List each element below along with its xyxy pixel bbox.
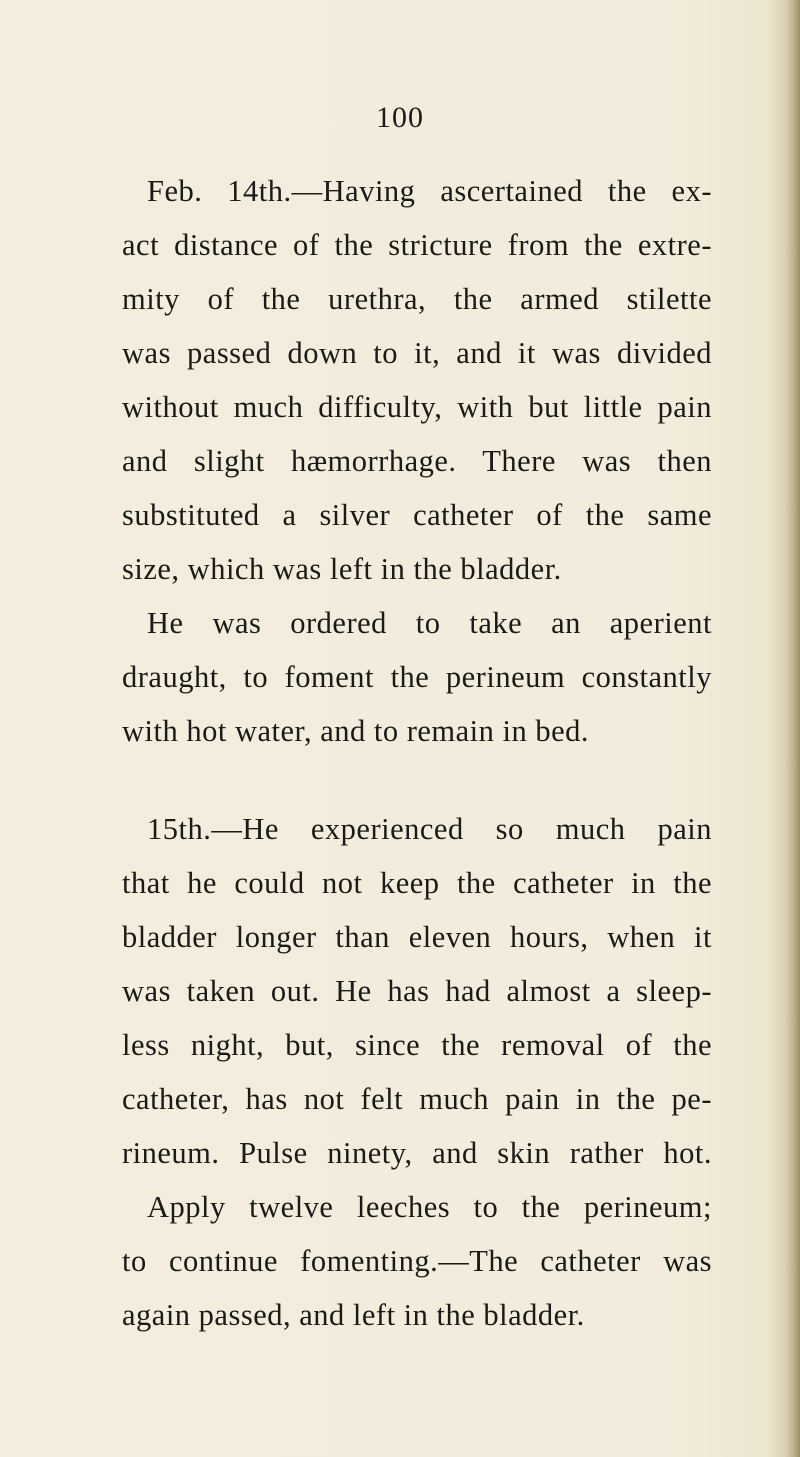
text-line: with hot water, and to remain in bed. (122, 714, 590, 748)
text-line: was passed down to it, and it was divided (122, 336, 712, 370)
text-line: Apply twelve leeches to the perineum; (147, 1190, 712, 1224)
text-line: act distance of the stricture from the extre- (122, 228, 712, 262)
text-line: substituted a silver catheter of the same (122, 498, 712, 532)
text-line: to continue fomenting.—The catheter was (122, 1244, 712, 1278)
body-text (122, 164, 712, 1342)
text-line: mity of the urethra, the armed stilette (122, 282, 712, 316)
text-line: less night, but, since the removal of the (122, 1028, 712, 1062)
text-line: Feb. 14th.—Having ascertained the ex- (147, 174, 712, 208)
text-line: was taken out. He has had almost a sleep- (122, 974, 712, 1008)
text-line: and slight hæmorrhage. There was then (122, 444, 712, 478)
page-number: 100 (376, 101, 424, 134)
text-line: size, which was left in the bladder. (122, 552, 562, 586)
text-line: He was ordered to take an aperient (147, 606, 712, 640)
text-line: 15th.—He experienced so much pain (147, 812, 712, 846)
text-line: bladder longer than eleven hours, when it (122, 920, 712, 954)
page-edge-shadow (786, 0, 800, 1457)
text-line: that he could not keep the catheter in the (122, 866, 712, 900)
text-line: rineum. Pulse ninety, and skin rather hot. (122, 1136, 712, 1170)
text-line: draught, to foment the perineum constantly (122, 660, 712, 694)
text-line: without much difficulty, with but little pain (122, 390, 712, 424)
text-line: catheter, has not felt much pain in the pe- (122, 1082, 712, 1116)
paragraph-gap (122, 758, 712, 802)
text-line: again passed, and left in the bladder. (122, 1298, 585, 1332)
